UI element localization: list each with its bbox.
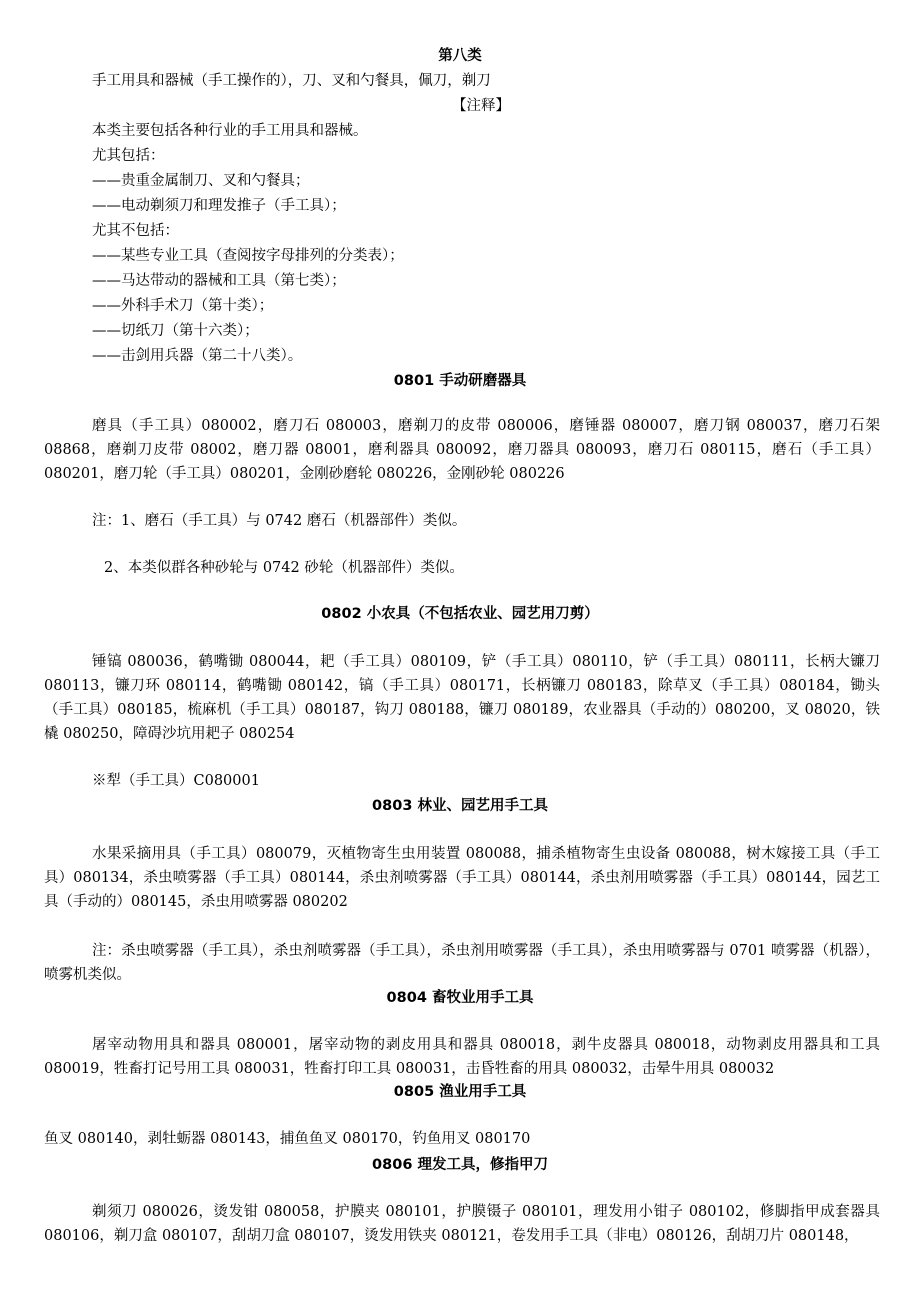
section-body-0806: 剃须刀 080026，烫发钳 080058，护膜夹 080101，护膜镊子 080101，理发用小钳子 080102，修脚指甲成套器具 080106，剃刀盒 080107，刮胡刀盒 080107，烫发用铁夹 080121，卷发用手工具（非电）080126，刮胡刀片 080148， xyxy=(44,1204,880,1244)
note-line: ——贵重金属制刀、叉和勺餐具； xyxy=(92,173,310,189)
note-line: ——电动剃须刀和理发推子（手工具）； xyxy=(92,198,346,214)
note-line: 尤其不包括： xyxy=(92,223,179,239)
section-body-0803: 水果采摘用具（手工具）080079，灭植物寄生虫用装置 080088，捕杀植物寄生虫设备 080088，树木嫁接工具（手工具）080134，杀虫喷雾器（手工具）080144，杀虫剂喷雾器（手工具）080144，杀虫剂用喷雾器（手工具）080144，园艺工具（手动的）080145，杀虫用喷雾器 080202 xyxy=(44,846,880,910)
note-line: ——某些专业工具（查阅按字母排列的分类表）； xyxy=(92,248,404,264)
note-line: ——击剑用兵器（第二十八类）。 xyxy=(92,348,303,364)
note-line: 本类主要包括各种行业的手工用具和器械。 xyxy=(92,123,368,139)
section-body-0804: 屠宰动物用具和器具 080001，屠宰动物的剥皮用具和器具 080018，剥牛皮器具 080018，动物剥皮用器具和工具 080019，牲畜打记号用工具 080031，牲畜打印工具 080031，击昏牲畜的用具 080032，击晕牛用具 080032 xyxy=(44,1037,880,1077)
section-body-0801: 磨具（手工具）080002，磨刀石 080003，磨剃刀的皮带 080006，磨锤器 080007，磨刀钢 080037，磨刀石架 08868，磨剃刀皮带 08002，磨刀器 08001，磨利器具 080092，磨刀器具 080093，磨刀石 080115，磨石（手工具）080201，磨刀轮（手工具）080201，金刚砂磨轮 080226，金刚砂轮 080226 xyxy=(44,418,880,482)
class-subtitle: 手工用具和器械（手工操作的），刀、叉和勺餐具，佩刀，剃刀 xyxy=(92,73,491,89)
section-heading-0803: 0803 林业、园艺用手工具 xyxy=(372,798,548,814)
section-body-0805: 鱼叉 080140，剥牡蛎器 080143，捕鱼鱼叉 080170，钓鱼用叉 080170 xyxy=(44,1131,531,1147)
note-line: 尤其包括： xyxy=(92,148,165,164)
section-heading-0804: 0804 畜牧业用手工具 xyxy=(386,990,534,1006)
section-heading-0806: 0806 理发工具，修指甲刀 xyxy=(372,1157,548,1173)
note-line: ——马达带动的器械和工具（第七类）； xyxy=(92,273,346,289)
note-label: 【注释】 xyxy=(452,98,510,114)
section-heading-0801: 0801 手动研磨器具 xyxy=(393,373,527,389)
note-line: ——外科手术刀（第十类）； xyxy=(92,298,274,314)
section-heading-0802: 0802 小农具（不包括农业、园艺用刀剪） xyxy=(321,606,599,622)
section-note-0801-2: 2、本类似群各种砂轮与 0742 砂轮（机器部件）类似。 xyxy=(104,560,464,576)
section-note-0802: ※犁（手工具）C080001 xyxy=(92,773,260,789)
section-note-0801-1: 注：1、磨石（手工具）与 0742 磨石（机器部件）类似。 xyxy=(92,513,467,529)
section-note-0803: 注：杀虫喷雾器（手工具），杀虫剂喷雾器（手工具），杀虫剂用喷雾器（手工具），杀虫用喷雾器与 0701 喷雾器（机器），喷雾机类似。 xyxy=(44,943,880,983)
class-title: 第八类 xyxy=(438,48,482,64)
note-line: ——切纸刀（第十六类）； xyxy=(92,323,259,339)
section-heading-0805: 0805 渔业用手工具 xyxy=(393,1084,527,1100)
section-body-0802: 锤镐 080036，鹤嘴锄 080044，耙（手工具）080109，铲（手工具）080110，铲（手工具）080111，长柄大镰刀 080113，镰刀环 080114，鹤嘴锄 080142，镐（手工具）080171，长柄镰刀 080183，除草叉（手工具）080184，锄头（手工具）080185，梳麻机（手工具）080187，钩刀 080188，镰刀 080189，农业器具（手动的）080200，叉 08020，铁橇 080250，障碍沙坑用耙子 080254 xyxy=(44,654,880,742)
